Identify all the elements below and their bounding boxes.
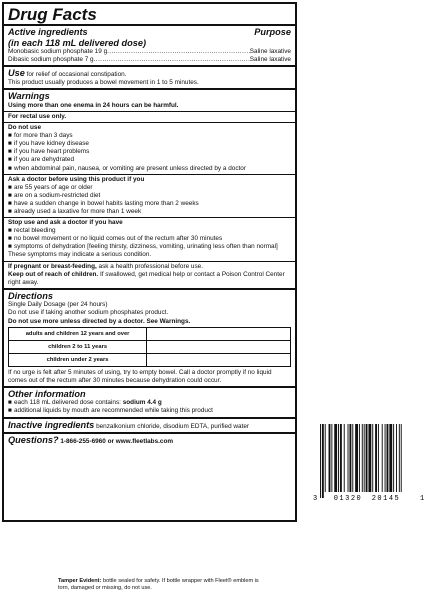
leader-dots: [94, 56, 250, 64]
barcode-bar: [322, 424, 324, 498]
rectal-use-only: For rectal use only.: [8, 112, 67, 120]
warnings-heading: Warnings: [8, 91, 50, 102]
list-item: ■ if you are dehydrated: [8, 156, 75, 164]
tamper-evident-note: Tamper Evident: bottle sealed for safety. If bottle wrapper with Fleet® emblem is torn, damaged or missing, do not use.: [58, 578, 259, 592]
list-item: ■ when abdominal pain, nausea, or vomiting are present unless directed by a doctor: [8, 164, 246, 172]
barcode-bar: [334, 424, 337, 492]
barcode-left-digit: 3: [313, 495, 318, 502]
barcode-bar: [382, 424, 383, 492]
list-item: ■ are on a sodium-restricted diet: [8, 191, 101, 199]
active-subheading: (in each 118 mL delivered dose): [8, 37, 147, 48]
list-item: ■ rectal bleeding: [8, 227, 56, 235]
table-row: adults and children 12 years and over: [9, 327, 291, 340]
warnings-lead: Using more than one enema in 24 hours can be harmful.: [8, 101, 179, 109]
barcode-bar: [340, 424, 342, 492]
ask-doctor-block: [4, 174, 295, 217]
barcode-bar: [366, 424, 368, 492]
list-item: ■ for more than 3 days: [8, 132, 73, 140]
ingredient-name: Dibasic sodium phosphate 7 g: [8, 56, 94, 64]
directions-after: If no urge is felt after 5 minutes of using, try to empty bowel. Call a doctor promptly if no liquid comes out of the rectum after 30 minutes because dehydration could occur.: [8, 368, 272, 384]
use-heading: Use: [8, 68, 25, 79]
barcode-bar: [375, 424, 377, 492]
barcode-bar: [352, 424, 353, 492]
active-ingredients-section: [4, 24, 295, 65]
barcode-bar: [338, 424, 339, 492]
barcode-bar: [399, 424, 400, 492]
barcode-bar: [401, 424, 402, 498]
questions-section: Questions? 1-866-255-6960 or www.fleetlabs.com: [4, 432, 295, 447]
barcode-group-2: 20145: [371, 495, 401, 502]
barcode-bar: [393, 424, 394, 492]
barcode-bar: [320, 424, 321, 498]
barcode-bar: [378, 424, 379, 492]
leader-dots: [107, 48, 250, 56]
active-ingredients-heading: Active ingredients: [8, 27, 88, 37]
barcode-bar: [349, 424, 351, 492]
barcode-bar: [362, 424, 363, 498]
ask-doctor-heading: Ask a doctor before using this product if you: [8, 175, 145, 183]
dosage-table: [8, 327, 291, 367]
pregnancy-block: If pregnant or breast-feeding, ask a health professional before use. Keep out of reach of children. If swallowed, get medical help or contact a Poison Control Center right away.: [4, 261, 295, 288]
barcode-bar: [364, 424, 365, 498]
stop-use-block: [4, 217, 295, 260]
list-item: ■ if you have kidney disease: [8, 140, 89, 148]
inactive-heading: Inactive ingredients: [8, 419, 95, 430]
ingredient-purpose: Saline laxative: [249, 56, 291, 64]
barcode-graphic: [310, 420, 426, 502]
table-row: children 2 to 11 years: [9, 340, 291, 353]
barcode-bar: [344, 424, 345, 492]
list-item: ■ no bowel movement or no liquid comes out of the rectum after 30 minutes: [8, 235, 223, 243]
questions-heading: Questions?: [8, 434, 59, 445]
directions-heading: Directions: [8, 290, 53, 301]
barcode-bar: [387, 424, 389, 492]
ingredient-row: [8, 48, 291, 56]
do-not-use-heading: Do not use: [8, 124, 42, 132]
other-information-heading: Other information: [8, 388, 86, 399]
drug-facts-panel: [2, 2, 297, 522]
warnings-section: [4, 88, 295, 111]
list-item: ■ symptoms of dehydration [feeling thirsty, dizziness, vomiting, urinating less often than normal]: [8, 243, 278, 251]
inactive-ingredients-section: Inactive ingredients benzalkonium chloride, disodium EDTA, purified water: [4, 417, 295, 432]
barcode-bar: [329, 424, 331, 492]
barcode-bar: [355, 424, 358, 492]
ingredient-purpose: Saline laxative: [249, 48, 291, 55]
barcode-bar: [331, 424, 332, 492]
barcode-bar: [325, 424, 326, 492]
use-section: [4, 65, 295, 88]
barcode-bar: [389, 424, 392, 492]
list-item: ■ if you have heart problems: [8, 148, 90, 156]
barcode-bar: [396, 424, 397, 492]
purpose-heading: Purpose: [254, 27, 291, 37]
stop-use-note: These symptoms may indicate a serious condition.: [8, 251, 152, 259]
barcode-bar: [372, 424, 373, 492]
barcode-group-1: 01320: [333, 495, 363, 502]
use-text-2: This product usually produces a bowel movement in 1 to 5 minutes.: [8, 79, 199, 87]
list-item: ■ additional liquids by mouth are recommended while taking this product: [8, 407, 213, 415]
ingredient-name: Monobasic sodium phosphate 19 g: [8, 48, 108, 55]
list-item: ■ have a sudden change in bowel habits lasting more than 2 weeks: [8, 199, 199, 207]
list-item: ■ each 118 mL delivered dose contains: sodium 4.4 g: [8, 399, 162, 407]
barcode-bar: [348, 424, 349, 492]
barcode-bar: [385, 424, 386, 492]
other-information-section: [4, 386, 295, 417]
barcode: [310, 420, 426, 507]
drug-facts-title: Drug Facts: [8, 5, 97, 24]
barcode-bar: [368, 424, 371, 492]
list-item: ■ are 55 years of age or older: [8, 183, 93, 191]
do-not-use-block: [4, 122, 295, 174]
barcode-right-digit: 1: [420, 495, 425, 502]
use-text: for relief of occasional constipation.: [26, 71, 127, 79]
list-item: ■ already used a laxative for more than 1 week: [8, 208, 142, 215]
stop-use-heading: Stop use and ask a doctor if you have: [8, 219, 123, 227]
ingredient-row: [8, 56, 291, 64]
table-row: children under 2 years: [9, 353, 291, 366]
directions-section: Directions Single Daily Dosage (per 24 hours) Do not use if taking another sodium phosphates product. Do not use more unless directed by a doctor. See Warnings. adults and children 12 years and over children 2 to 11 years children under 2 years If no urge is felt after 5 minutes of using, try to empty bowel. Call a doctor promptly if no liquid comes out of the rectum after 30 minutes because dehydration could occur.: [4, 288, 295, 386]
barcode-bar: [359, 424, 360, 492]
